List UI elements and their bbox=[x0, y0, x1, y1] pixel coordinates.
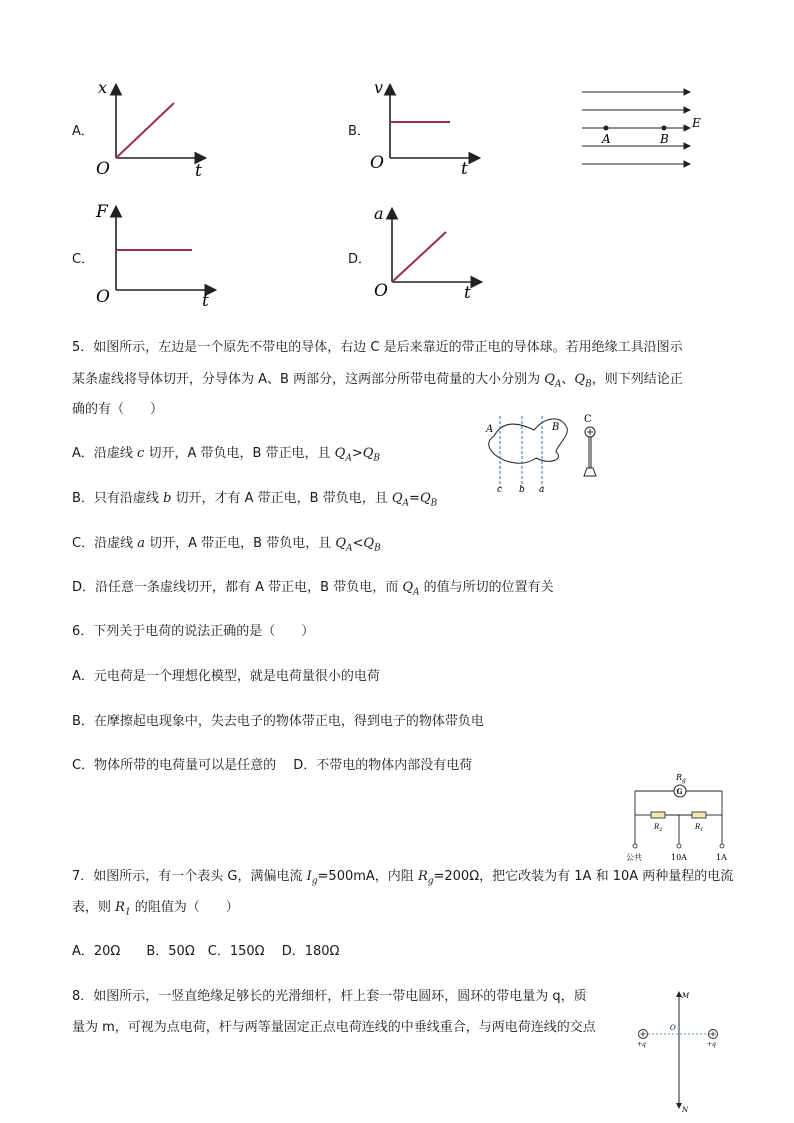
graph-a-y: x bbox=[98, 78, 108, 97]
cut-a: a bbox=[539, 485, 545, 494]
q7-line1: 7．如图所示，有一个表头 G，满偏电流 $I_g=500mA$，内阻 $R_g=200\Omega$，把它改装为有 1A 和 10A 两种量程的电流 bbox=[72, 869, 734, 887]
q6-stem: 6．下列关于电荷的说法正确的是（ ） bbox=[72, 624, 315, 639]
graph-c-label: C． bbox=[72, 252, 95, 267]
q7-options[interactable]: A．20Ω B．50Ω C．150Ω D．180Ω bbox=[72, 944, 340, 959]
svg-text:+q: +q bbox=[707, 1041, 716, 1048]
graph-d-x: t bbox=[464, 283, 471, 303]
q6-option-d: D．不带电的物体内部没有电荷 bbox=[293, 758, 473, 773]
graph-c bbox=[92, 200, 222, 308]
svg-text:公共: 公共 bbox=[626, 853, 642, 862]
svg-text:1A: 1A bbox=[716, 853, 727, 862]
graph-b-x: t bbox=[461, 159, 468, 178]
q5-line2: 某条虚线将导体切开，分导体为 A、B 两部分，这两部分所带电荷量的大小分别为 $Q_A$、$Q_B$，则下列结论正 bbox=[72, 372, 683, 390]
q8-line2: 量为 m，可视为点电荷，杆与两等量固定正点电荷连线的中垂线重合，与两电荷连线的交点 bbox=[72, 1020, 596, 1035]
q5-option-b[interactable]: B．只有沿虚线 b 切开，才有 A 带正电，B 带负电，且 $Q_A=Q_B$ bbox=[72, 491, 438, 509]
ammeter-circuit-figure bbox=[620, 770, 740, 864]
cond-b: B bbox=[552, 422, 560, 433]
graph-a-o: O bbox=[96, 159, 110, 178]
q6-option-b[interactable]: B．在摩擦起电现象中，失去电子的物体带正电，得到电子的物体带负电 bbox=[72, 714, 484, 729]
cut-c: c bbox=[497, 485, 503, 494]
q5-option-a[interactable]: A．沿虚线 c 切开，A 带负电，B 带正电，且 $Q_A>Q_B$ bbox=[72, 446, 381, 464]
svg-text:M: M bbox=[682, 992, 690, 1000]
svg-text:10A: 10A bbox=[671, 853, 687, 862]
q5-option-c[interactable]: C．沿虚线 a 切开，A 带正电，B 带负电，且 $Q_A<Q_B$ bbox=[72, 536, 381, 554]
q5-option-d[interactable]: D．沿任意一条虚线切开，都有 A 带正电，B 带负电，而 $Q_A$ 的值与所切的位置有关 bbox=[72, 580, 554, 598]
graph-b-label: B． bbox=[348, 124, 370, 139]
graph-c-y: F bbox=[96, 202, 108, 222]
svg-text:R2: $R_2$ bbox=[654, 823, 663, 833]
graph-a-label: A． bbox=[72, 124, 94, 139]
q5-line3: 确的有（ ） bbox=[72, 402, 164, 417]
svg-text:R1: $R_1$ bbox=[695, 823, 704, 833]
q7-line2: 表，则 $R_1$ 的阻值为（ ） bbox=[72, 900, 239, 918]
cond-c: C bbox=[584, 414, 592, 425]
cut-b: b bbox=[519, 485, 525, 494]
field-lines-figure bbox=[578, 80, 708, 170]
graph-d bbox=[370, 202, 490, 306]
graph-b-y: v bbox=[374, 78, 384, 97]
graph-a bbox=[92, 78, 212, 178]
graph-d-label: D． bbox=[348, 252, 372, 267]
field-b: B bbox=[660, 132, 669, 146]
svg-text:N: N bbox=[682, 1106, 689, 1114]
svg-text:Rg: $R_g$ bbox=[676, 773, 686, 784]
q6-option-c-d[interactable] bbox=[72, 756, 472, 776]
graph-d-y: a bbox=[374, 204, 384, 223]
field-e: E bbox=[692, 116, 701, 130]
q5-line1: 5．如图所示，左边是一个原先不带电的导体，右边 C 是后来靠近的带正电的导体球。若用绝缘工具沿图示 bbox=[72, 340, 683, 355]
svg-text:G: G bbox=[676, 787, 683, 796]
graph-d-o: O bbox=[374, 281, 388, 301]
graph-c-x: t bbox=[202, 291, 209, 308]
graph-b-o: O bbox=[370, 153, 384, 173]
graph-c-o: O bbox=[96, 287, 110, 307]
svg-text:O: O bbox=[670, 1024, 676, 1032]
graph-b bbox=[366, 78, 486, 178]
field-a: A bbox=[602, 132, 611, 146]
svg-text:+q: +q bbox=[637, 1041, 646, 1048]
q8-line1: 8．如图所示，一竖直绝缘足够长的光滑细杆，杆上套一带电圆环，圆环的带电量为 q，质 bbox=[72, 989, 587, 1004]
cond-a: A bbox=[486, 424, 494, 435]
rod-figure bbox=[632, 984, 728, 1114]
q6-option-a[interactable]: A．元电荷是一个理想化模型，就是电荷量很小的电荷 bbox=[72, 669, 380, 684]
graph-a-x: t bbox=[195, 161, 202, 178]
q6-option-c: C．物体所带的电荷量可以是任意的 bbox=[72, 758, 277, 773]
conductor-figure bbox=[484, 414, 612, 494]
